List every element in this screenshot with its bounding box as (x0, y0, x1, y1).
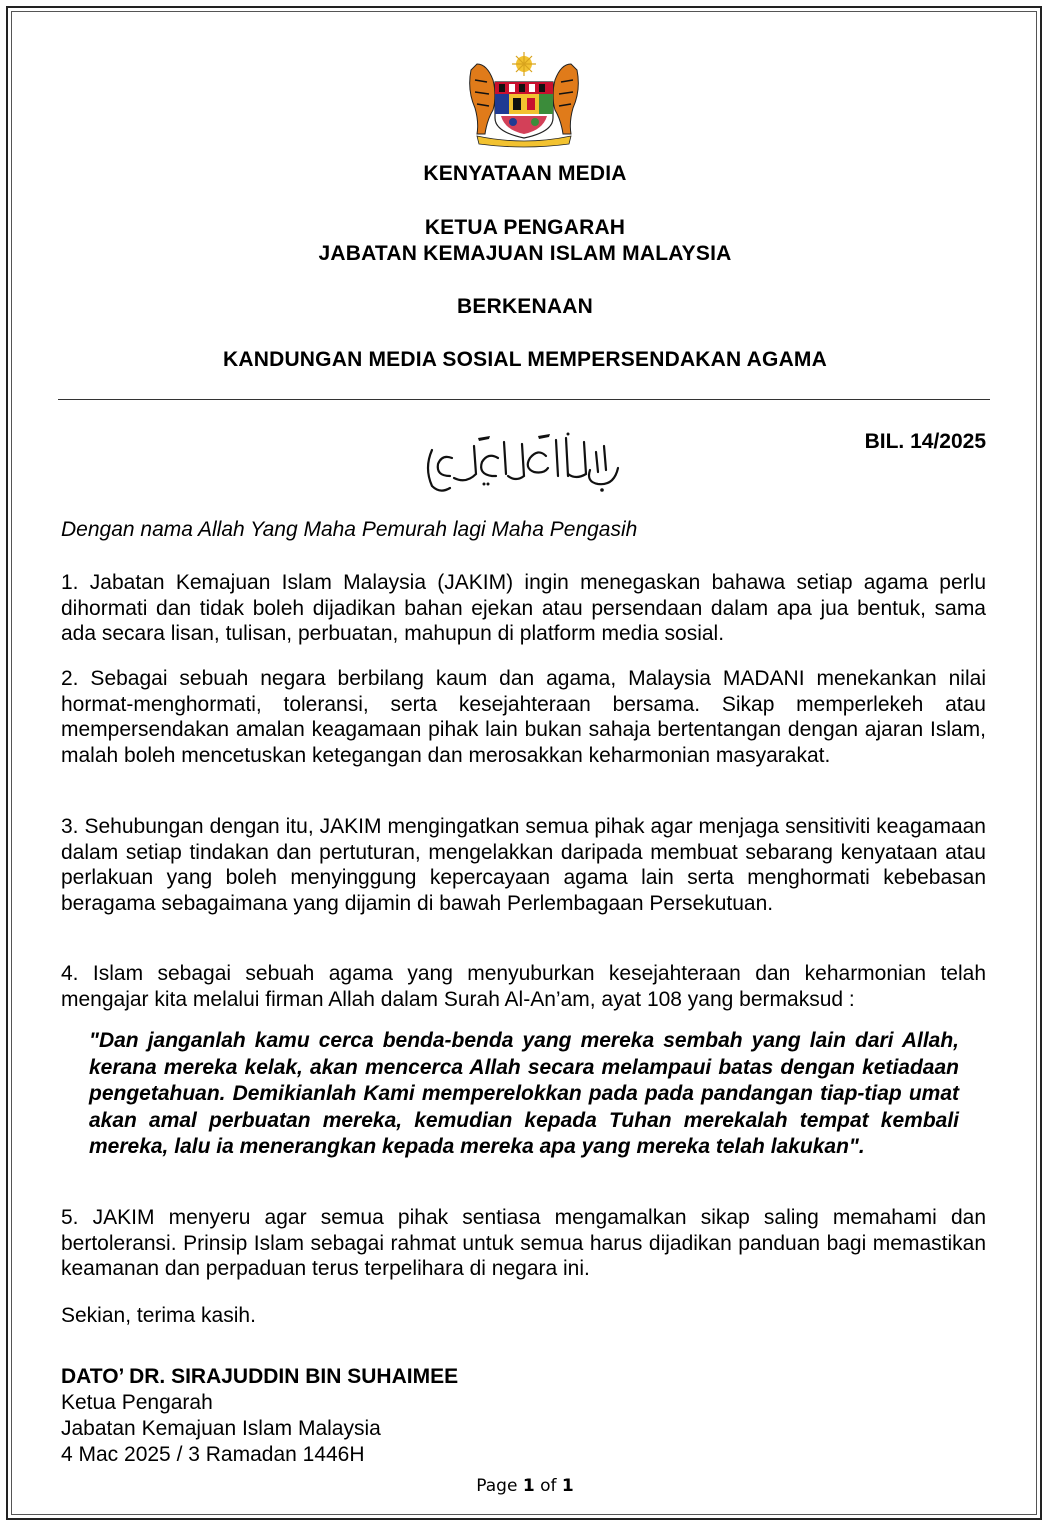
issuer-line-2: JABATAN KEMAJUAN ISLAM MALAYSIA (318, 242, 732, 265)
signatory-name: DATO’ DR. SIRAJUDDIN BIN SUHAIMEE (61, 1365, 459, 1388)
quran-quote: "Dan janganlah kamu cerca benda-benda yang mereka sembah yang lain dari Allah, kerana mereka kelak, akan mencerca Allah secara melampaui batas dengan ketiadaan pengetahuan. Demikianlah Kami memperelokkan pada pada pandangan tiap-tiap umat akan amal perbuatan mereka, kemudian kepada Tuhan merekalah tempat kembali mereka, lalu ia menerangkan kepada mereka apa yang mereka telah lakukan". (89, 1029, 959, 1158)
signatory-date: 4 Mac 2025 / 3 Ramadan 1446H (61, 1443, 365, 1466)
issuer-line-1: KETUA PENGARAH (424, 216, 626, 239)
page-prefix: Page (476, 1476, 518, 1496)
svg-text:بسم الله الرحمن الرحيم: بسم الله الرحمن الرحيم (519, 498, 529, 499)
page-of: of (540, 1476, 557, 1496)
paragraph-1: 1. Jabatan Kemajuan Islam Malaysia (JAKIM) ingin menegaskan bahawa setiap agama perlu dihormati dan tidak boleh dijadikan bahan ejekan atau persendaan dalam apa jua bentuk, sama ada secara lisan, tulisan, perbuatan, mahupun di platform media sosial. (61, 571, 986, 645)
header-divider (58, 399, 990, 400)
page-current: 1 (522, 1476, 535, 1496)
paragraph-5: 5. JAKIM menyeru agar semua pihak sentiasa mengamalkan sikap saling memahami dan bertoleransi. Prinsip Islam sebagai rahmat untuk semua harus dijadikan panduan bagi memastikan keamanan dan perpaduan terus terpelihara di negara ini. (61, 1206, 986, 1280)
malaysia-coat-of-arms-icon (463, 50, 585, 148)
paragraph-3: 3. Sehubungan dengan itu, JAKIM mengingatkan semua pihak agar menjaga sensitiviti keagamaan dalam setiap tindakan dan pertuturan, mengelakkan daripada membuat sebarang kenyataan atau perlakuan yang boleh menyinggung kepercayaan agama lain serta menghormati kebebasan beragama sebagaimana yang dijamin di bawah Perlembagaan Persekutuan. (61, 815, 986, 915)
subject-heading: KANDUNGAN MEDIA SOSIAL MEMPERSENDAKAN AGAMA (222, 348, 827, 371)
page-number (0, 1476, 1050, 1496)
closing-text: Sekian, terima kasih. (61, 1304, 256, 1327)
signatory-position: Ketua Pengarah (61, 1391, 213, 1414)
signatory-department: Jabatan Kemajuan Islam Malaysia (61, 1417, 381, 1440)
page-total: 1 (561, 1476, 574, 1496)
paragraph-4: 4. Islam sebagai sebuah agama yang menyuburkan kesejahteraan dan keharmonian telah mengajar kita melalui firman Allah dalam Surah Al-An’am, ayat 108 yang bermaksud : (61, 962, 986, 1011)
reference-number: BIL. 14/2025 (864, 430, 986, 453)
document-title: KENYATAAN MEDIA (423, 162, 627, 185)
regarding-label: BERKENAAN (457, 295, 593, 318)
paragraph-2: 2. Sebagai sebuah negara berbilang kaum dan agama, Malaysia MADANI menekankan nilai hormat-menghormati, toleransi, serta kesejahteraan bersama. Sikap memperlekeh atau mempersendakan amalan keagamaan pihak lain bukan sahaja bertentangan dengan ajaran Islam, malah boleh mencetuskan ketegangan dan merosakkan keharmonian masyarakat. (61, 667, 986, 767)
basmalah-calligraphy-icon (418, 428, 630, 500)
signature-block (61, 1364, 458, 1468)
opening-invocation: Dengan nama Allah Yang Maha Pemurah lagi Maha Pengasih (61, 518, 638, 541)
